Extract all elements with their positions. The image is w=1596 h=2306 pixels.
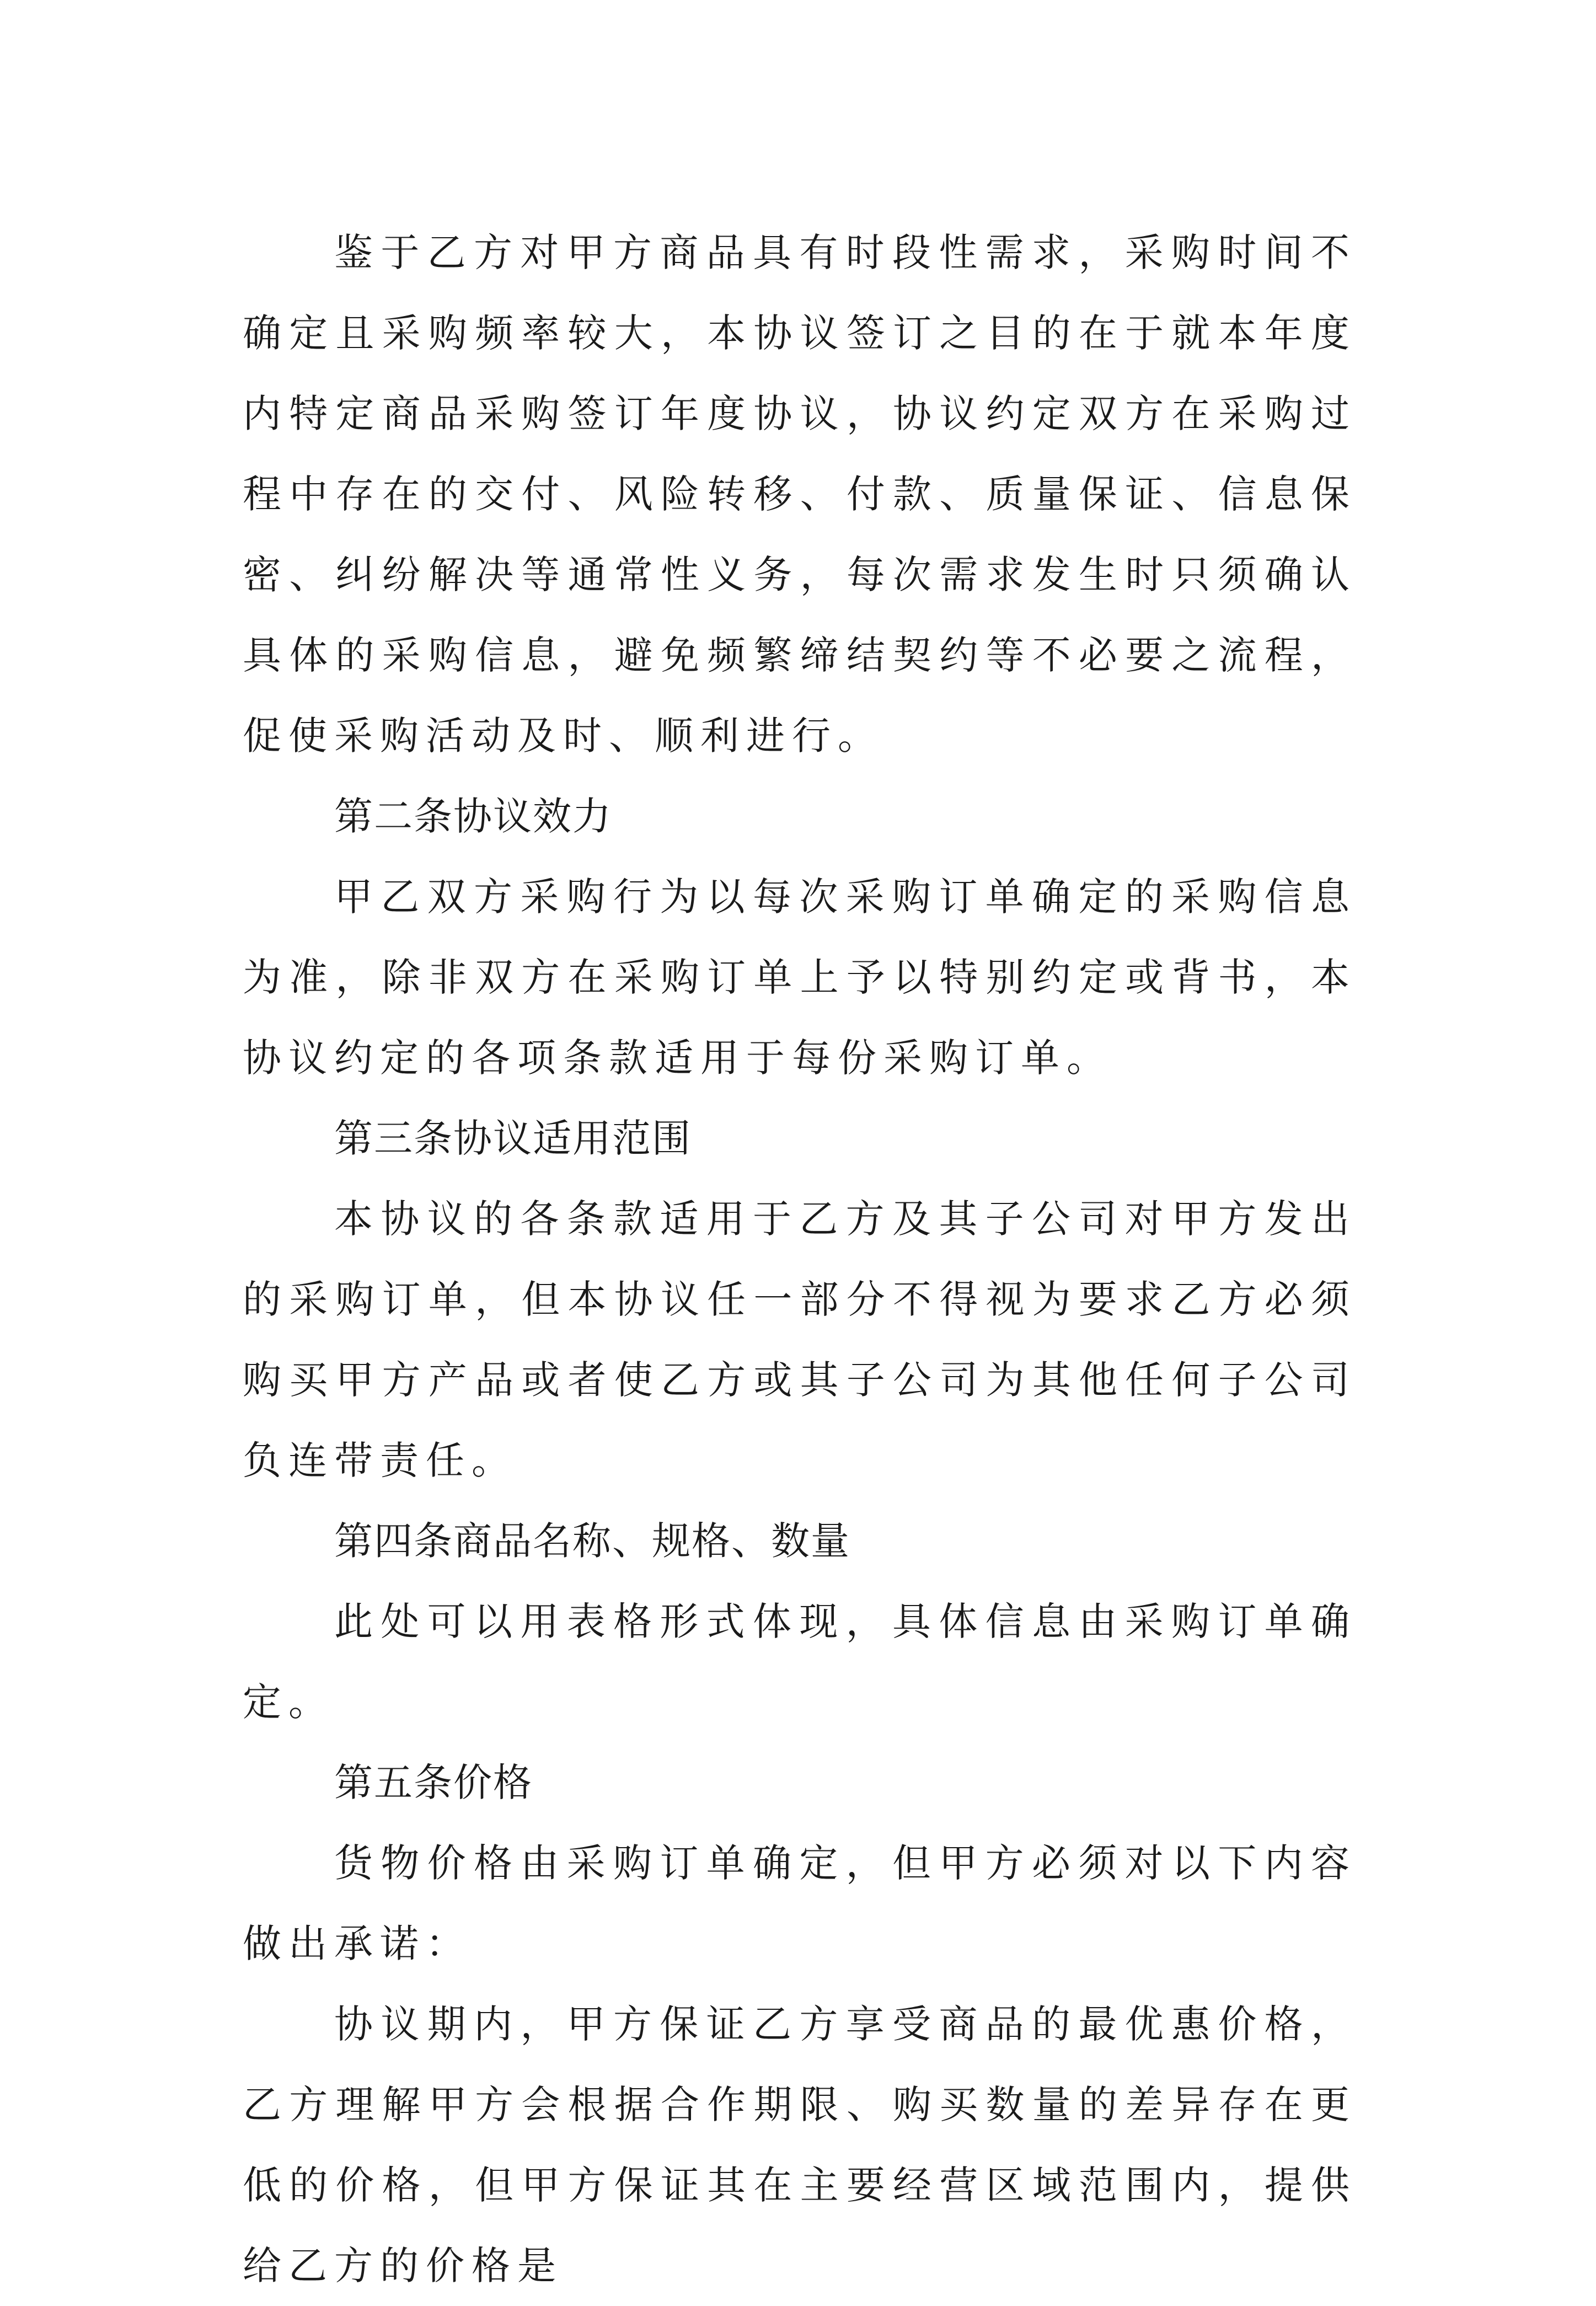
heading-article-2: 第二条协议效力 (334, 794, 612, 839)
heading-article-4: 第四条商品名称、规格、数量 (334, 1518, 850, 1564)
paragraph-scope: 本协议的各条款适用于乙方及其子公司对甲方发出的采购订单，但本协议任一部分不得视为要求乙方必须购买甲方产品或者使乙方或其子公司为其他任何子公司负连带责任。 (243, 1196, 1357, 1483)
paragraph-price-commitment: 协议期内，甲方保证乙方享受商品的最优惠价格，乙方理解甲方会根据合作期限、购买数量的差异存在更低的价格，但甲方保证其在主要经营区域范围内，提供给乙方的价格是 (243, 2002, 1357, 2288)
paragraph-purpose: 鉴于乙方对甲方商品具有时段性需求，采购时间不确定且采购频率较大，本协议签订之目的在于就本年度内特定商品采购签订年度协议，协议约定双方在采购过程中存在的交付、风险转移、付款、质量保证、信息保密、纠纷解决等通常性义务，每次需求发生时只须确认具体的采购信息，避免频繁缔结契约等不必要之流程，促使采购活动及时、顺利进行。 (243, 230, 1357, 758)
document-body (243, 212, 1357, 2306)
heading-article-5: 第五条价格 (334, 1760, 533, 1805)
paragraph-price-intro: 货物价格由采购订单确定，但甲方必须对以下内容做出承诺： (243, 1840, 1357, 1966)
heading-article-3: 第三条协议适用范围 (334, 1116, 692, 1161)
paragraph-effect: 甲乙双方采购行为以每次采购订单确定的采购信息为准，除非双方在采购订单上予以特别约定或背书，本协议约定的各项条款适用于每份采购订单。 (243, 874, 1357, 1080)
paragraph-goods: 此处可以用表格形式体现，具体信息由采购订单确定。 (243, 1599, 1357, 1725)
